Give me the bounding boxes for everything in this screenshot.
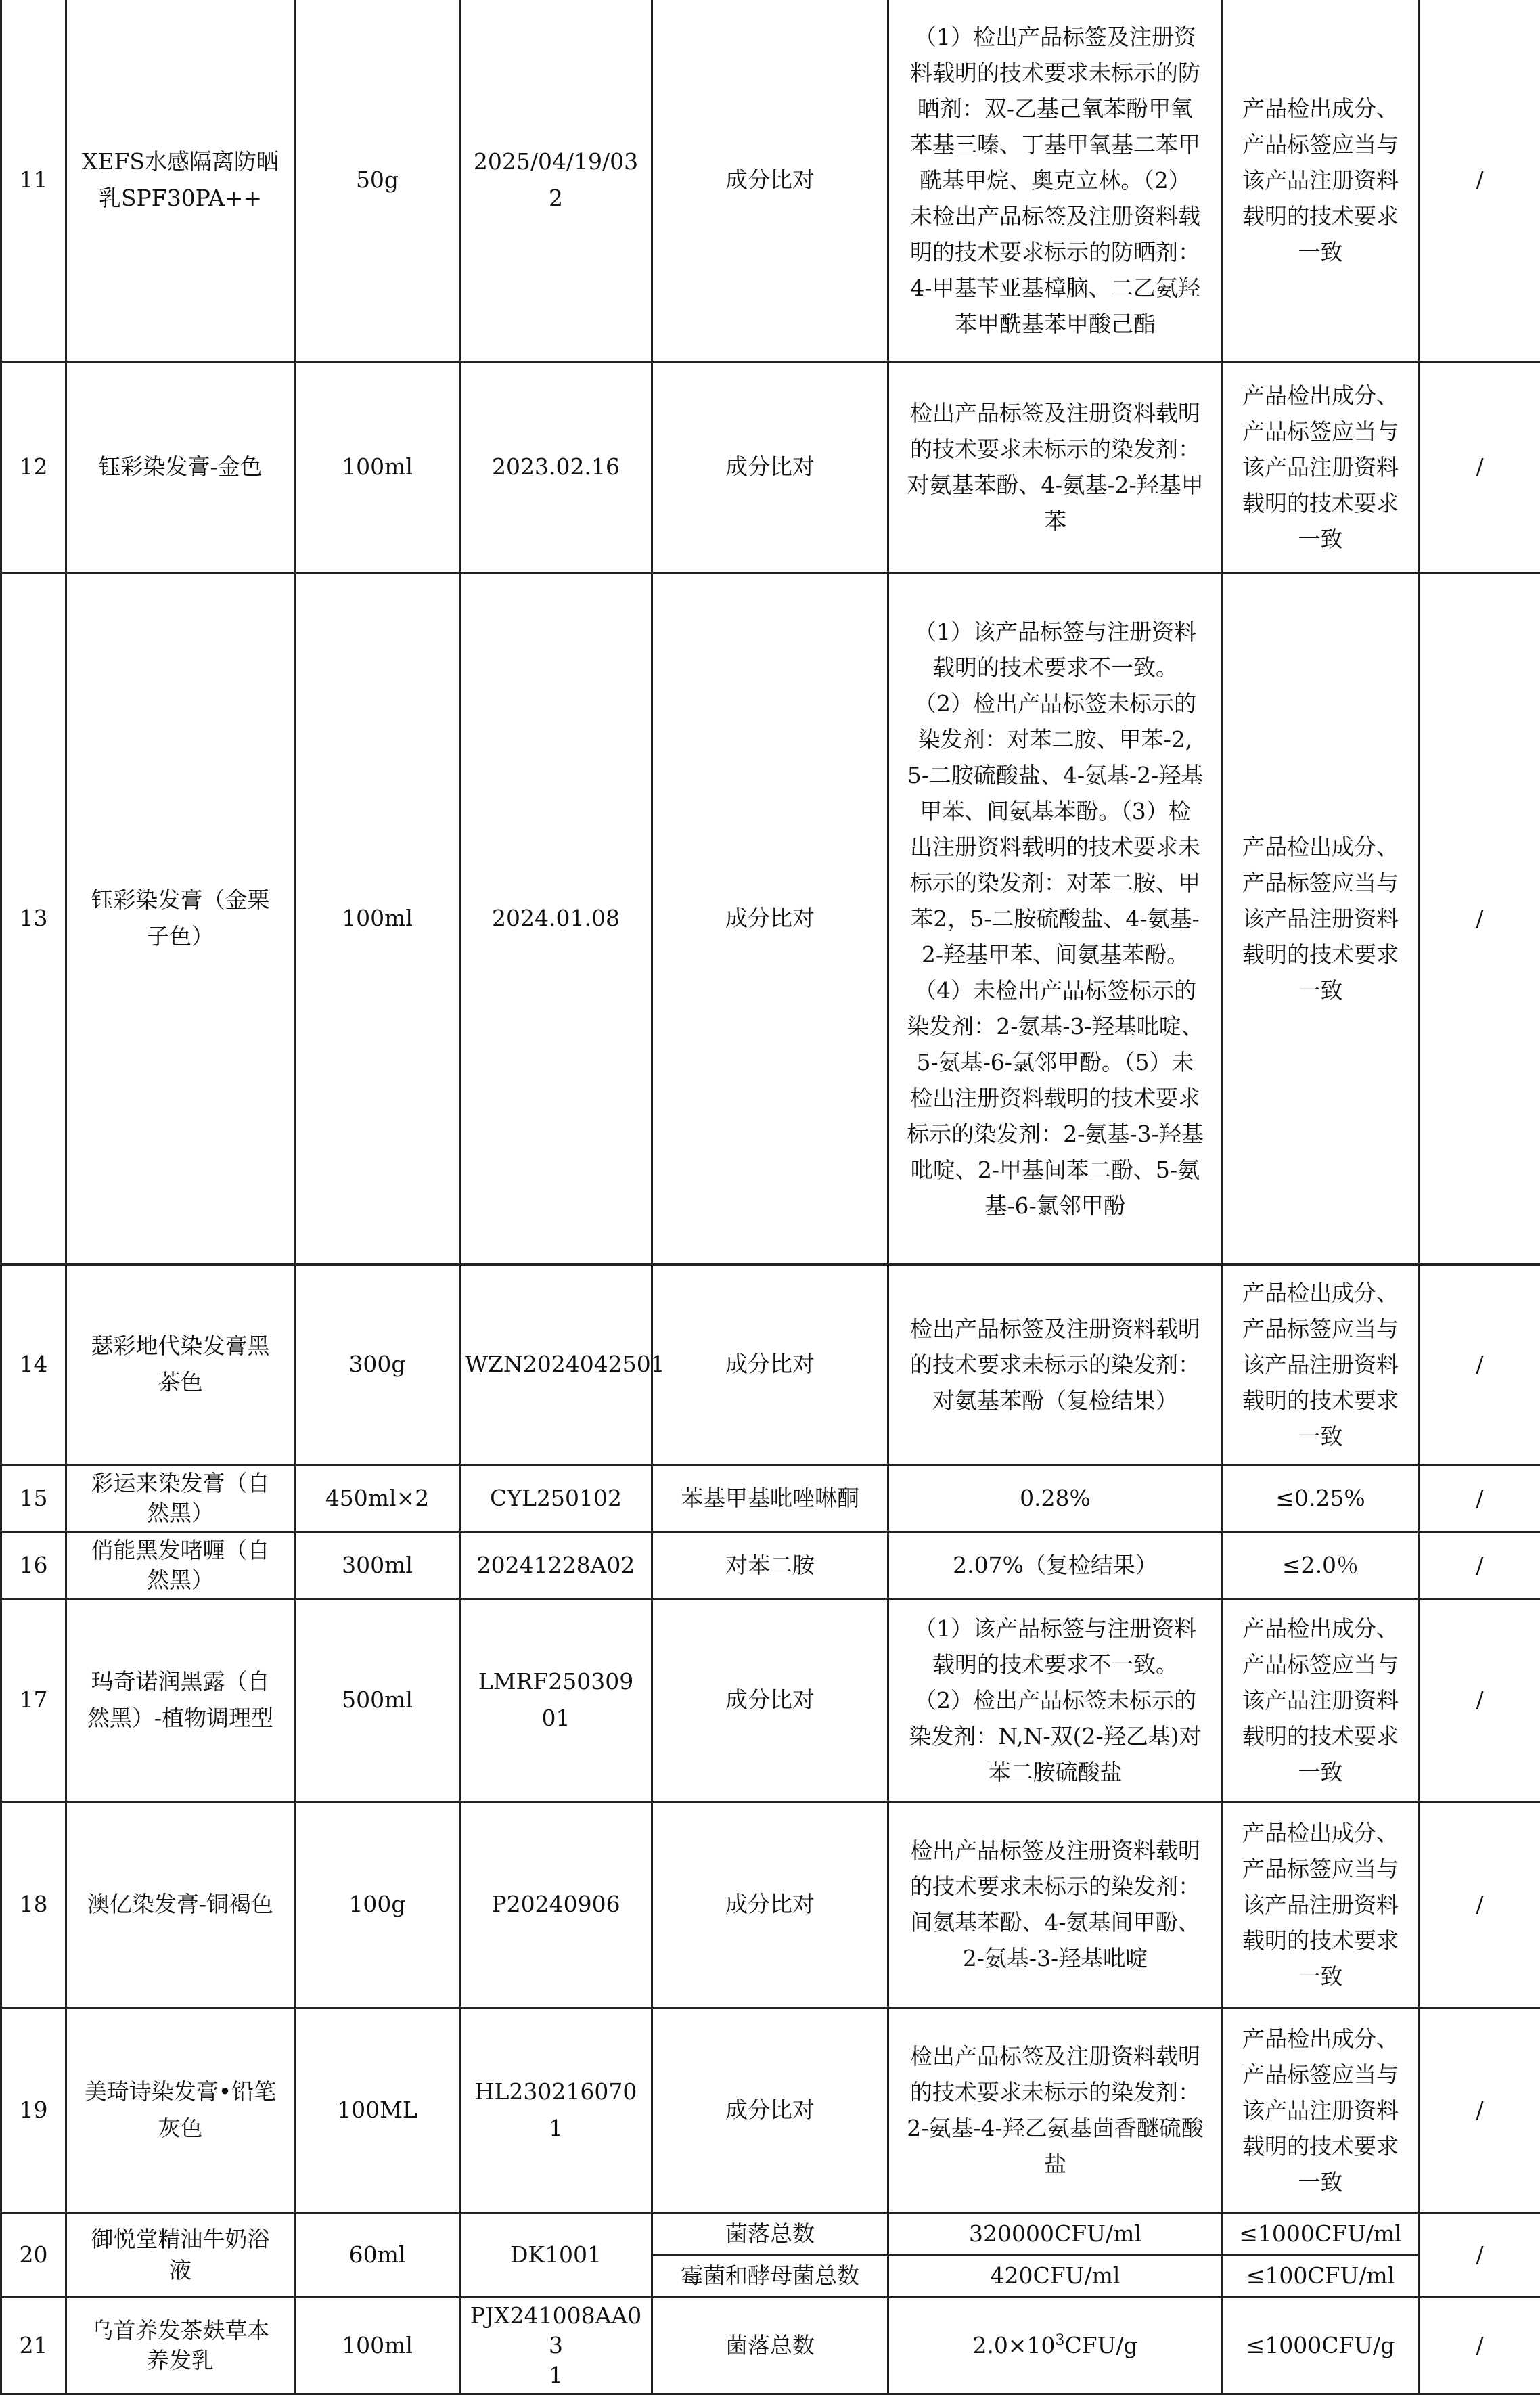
product-spec: 300g <box>295 1264 460 1464</box>
row-number: 21 <box>1 2297 66 2394</box>
standard-value: 产品检出成分、 产品标签应当与 该产品注册资料 载明的技术要求 一致 <box>1223 1264 1419 1464</box>
row-number: 19 <box>1 2007 66 2213</box>
batch-number: LMRF25030901 <box>460 1598 652 1801</box>
inspection-item: 霉菌和酵母菌总数 <box>652 2255 888 2297</box>
standard-value: ≤0.25% <box>1223 1464 1419 1531</box>
inspection-item: 成分比对 <box>652 2007 888 2213</box>
inspection-item: 对苯二胺 <box>652 1531 888 1598</box>
remark: / <box>1419 573 1540 1264</box>
inspection-item: 成分比对 <box>652 0 888 361</box>
inspection-result: （1）该产品标签与注册资料 载明的技术要求不一致。 （2）检出产品标签未标示的 染发剂：对苯二胺、甲苯-2, 5-二胺硫酸盐、4-氨基-2-羟基 甲苯、间氨基苯酚。（3）检 出注册资料载明的技术要求未 标示的染发剂：对苯二胺、甲 苯2，5-二胺硫酸盐、4-氨基- 2-羟基甲苯、间氨基苯酚。 （4）未检出产品标签标示的 染发剂：2-氨基-3-羟基吡啶、 5-氨基-6-氯邻甲酚。（5）未 检出注册资料载明的技术要求 标示的染发剂：2-氨基-3-羟基 吡啶、2-甲基间苯二酚、5-氨 基-6-氯邻甲酚 <box>888 573 1223 1264</box>
table-row <box>1 1264 1540 1464</box>
inspection-item: 菌落总数 <box>652 2213 888 2255</box>
product-spec: 500ml <box>295 1598 460 1801</box>
standard-value: 产品检出成分、 产品标签应当与 该产品注册资料 载明的技术要求 一致 <box>1223 361 1419 573</box>
batch-number: P20240906 <box>460 1801 652 2007</box>
batch-number: 2025/04/19/032 <box>460 0 652 361</box>
inspection-result: （1）该产品标签与注册资料 载明的技术要求不一致。 （2）检出产品标签未标示的 染发剂：N,N-双(2-羟乙基)对 苯二胺硫酸盐 <box>888 1598 1223 1801</box>
row-number: 17 <box>1 1598 66 1801</box>
result-base: 2.0×10 <box>972 2332 1055 2358</box>
standard-value: ≤1000CFU/g <box>1223 2297 1419 2394</box>
row-number: 14 <box>1 1264 66 1464</box>
inspection-result <box>888 2297 1223 2394</box>
inspection-item: 菌落总数 <box>652 2297 888 2394</box>
product-name: 钰彩染发膏（金栗 子色） <box>66 573 295 1264</box>
product-name: 美琦诗染发膏•铅笔 灰色 <box>66 2007 295 2213</box>
product-name: 瑟彩地代染发膏黑 茶色 <box>66 1264 295 1464</box>
product-name: 玛奇诺润黑露（自 然黑）-植物调理型 <box>66 1598 295 1801</box>
remark: / <box>1419 1598 1540 1801</box>
inspection-item: 成分比对 <box>652 573 888 1264</box>
product-name: 钰彩染发膏-金色 <box>66 361 295 573</box>
standard-value: ≤1000CFU/ml <box>1223 2213 1419 2255</box>
row-number: 12 <box>1 361 66 573</box>
table-row <box>1 361 1540 573</box>
table-row <box>1 1464 1540 1531</box>
standard-value: ≤100CFU/ml <box>1223 2255 1419 2297</box>
table-row <box>1 2007 1540 2213</box>
product-spec: 50g <box>295 0 460 361</box>
inspection-result: 2.07%（复检结果） <box>888 1531 1223 1598</box>
product-spec: 100ml <box>295 361 460 573</box>
batch-number: 2023.02.16 <box>460 361 652 573</box>
remark: / <box>1419 2007 1540 2213</box>
inspection-result: 检出产品标签及注册资料载明 的技术要求未标示的染发剂： 对氨基苯酚（复检结果） <box>888 1264 1223 1464</box>
inspection-result: 320000CFU/ml <box>888 2213 1223 2255</box>
inspection-item: 苯基甲基吡唑啉酮 <box>652 1464 888 1531</box>
inspection-result: 检出产品标签及注册资料载明 的技术要求未标示的染发剂： 对氨基苯酚、4-氨基-2-羟基甲 苯 <box>888 361 1223 573</box>
inspection-result: 检出产品标签及注册资料载明 的技术要求未标示的染发剂： 2-氨基-4-羟乙氨基茴香醚硫酸 盐 <box>888 2007 1223 2213</box>
table-row <box>1 2213 1540 2255</box>
standard-value: ≤2.0％ <box>1223 1531 1419 1598</box>
table-row <box>1 573 1540 1264</box>
product-spec: 300ml <box>295 1531 460 1598</box>
table-row <box>1 1598 1540 1801</box>
row-number: 20 <box>1 2213 66 2297</box>
table-row <box>1 1531 1540 1598</box>
inspection-result: 420CFU/ml <box>888 2255 1223 2297</box>
standard-value: 产品检出成分、 产品标签应当与 该产品注册资料 载明的技术要求 一致 <box>1223 573 1419 1264</box>
standard-value: 产品检出成分、 产品标签应当与 该产品注册资料 载明的技术要求 一致 <box>1223 1598 1419 1801</box>
product-name: 澳亿染发膏-铜褐色 <box>66 1801 295 2007</box>
product-spec: 100g <box>295 1801 460 2007</box>
remark: / <box>1419 0 1540 361</box>
product-name: 彩运来染发膏（自 然黑） <box>66 1464 295 1531</box>
row-number: 13 <box>1 573 66 1264</box>
product-name: 御悦堂精油牛奶浴 液 <box>66 2213 295 2297</box>
row-number: 18 <box>1 1801 66 2007</box>
table-row <box>1 1801 1540 2007</box>
remark: / <box>1419 1531 1540 1598</box>
inspection-item: 成分比对 <box>652 361 888 573</box>
product-spec: 100ml <box>295 573 460 1264</box>
product-spec: 100ML <box>295 2007 460 2213</box>
product-spec: 100ml <box>295 2297 460 2394</box>
standard-value: 产品检出成分、 产品标签应当与 该产品注册资料 载明的技术要求 一致 <box>1223 2007 1419 2213</box>
remark: / <box>1419 1264 1540 1464</box>
table-row <box>1 0 1540 361</box>
row-number: 15 <box>1 1464 66 1531</box>
standard-value: 产品检出成分、 产品标签应当与 该产品注册资料 载明的技术要求 一致 <box>1223 0 1419 361</box>
remark: / <box>1419 361 1540 573</box>
row-number: 16 <box>1 1531 66 1598</box>
inspection-result: （1）检出产品标签及注册资 料载明的技术要求未标示的防 晒剂：双-乙基己氧苯酚甲氧 苯基三嗪、丁基甲氧基二苯甲 酰基甲烷、奥克立林。（2） 未检出产品标签及注册资料载 明的技术要求标示的防晒剂： 4-甲基苄亚基樟脑、二乙氨羟 苯甲酰基苯甲酸己酯 <box>888 0 1223 361</box>
table-row <box>1 2297 1540 2394</box>
product-name: 俏能黑发啫喱（自 然黑） <box>66 1531 295 1598</box>
product-spec: 60ml <box>295 2213 460 2297</box>
standard-value: 产品检出成分、 产品标签应当与 该产品注册资料 载明的技术要求 一致 <box>1223 1801 1419 2007</box>
batch-number: DK1001 <box>460 2213 652 2297</box>
remark: / <box>1419 2297 1540 2394</box>
batch-number: 2024.01.08 <box>460 573 652 1264</box>
batch-number: PJX241008AA03 1 <box>460 2297 652 2394</box>
batch-number: 20241228A02 <box>460 1531 652 1598</box>
inspection-result: 0.28% <box>888 1464 1223 1531</box>
inspection-item: 成分比对 <box>652 1264 888 1464</box>
batch-number: HL2302160701 <box>460 2007 652 2213</box>
product-name: 乌首养发茶麸草本 养发乳 <box>66 2297 295 2394</box>
remark: / <box>1419 1464 1540 1531</box>
product-spec: 450ml×2 <box>295 1464 460 1531</box>
product-name: XEFS水感隔离防晒 乳SPF30PA++ <box>66 0 295 361</box>
batch-number: CYL250102 <box>460 1464 652 1531</box>
inspection-result: 检出产品标签及注册资料载明 的技术要求未标示的染发剂： 间氨基苯酚、4-氨基间甲酚、 2-氨基-3-羟基吡啶 <box>888 1801 1223 2007</box>
remark: / <box>1419 2213 1540 2297</box>
batch-number: WZN2024042501 <box>460 1264 652 1464</box>
inspection-item: 成分比对 <box>652 1598 888 1801</box>
result-exponent: 3 <box>1055 2332 1064 2349</box>
remark: / <box>1419 1801 1540 2007</box>
row-number: 11 <box>1 0 66 361</box>
result-unit: CFU/g <box>1064 2332 1137 2358</box>
inspection-item: 成分比对 <box>652 1801 888 2007</box>
